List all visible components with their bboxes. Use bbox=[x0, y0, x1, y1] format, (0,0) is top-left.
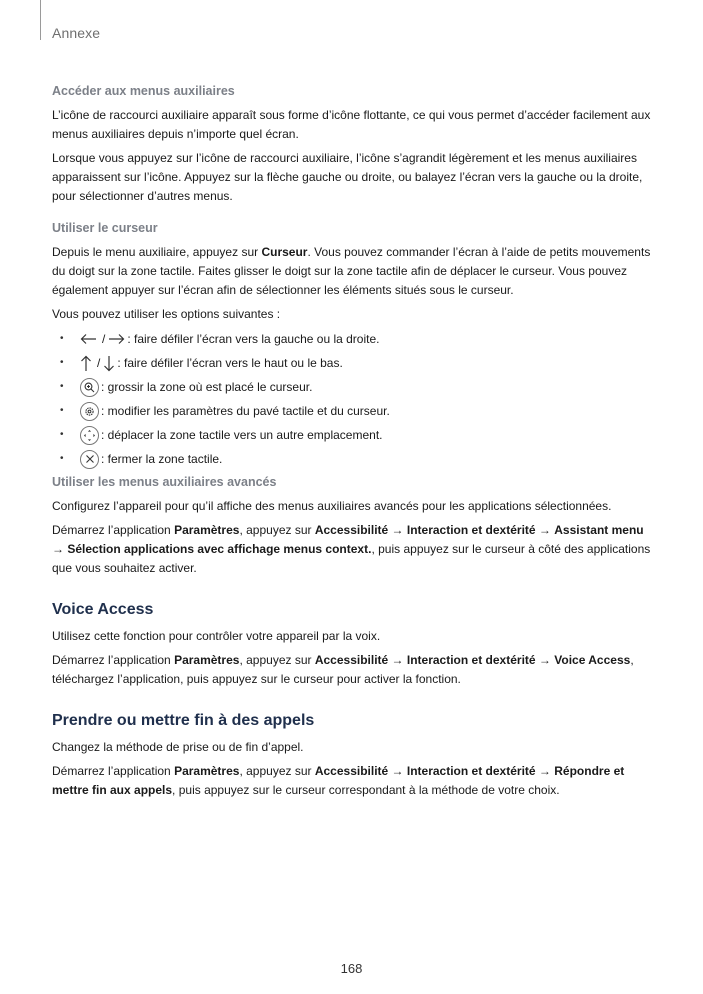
option-text: : faire défiler l’écran vers la gauche ou la droite. bbox=[127, 332, 380, 346]
bullet: • bbox=[60, 357, 64, 368]
cursor-options-list bbox=[52, 329, 652, 469]
list-item bbox=[52, 425, 652, 445]
page-number: 168 bbox=[340, 961, 363, 976]
option-text: : modifier les paramètres du pavé tactile et du curseur. bbox=[101, 404, 390, 418]
running-header: Annexe bbox=[52, 25, 101, 41]
subheading-advanced-menus: Utiliser les menus auxiliaires avancés bbox=[52, 475, 277, 489]
section-title-calls: Prendre ou mettre fin à des appels bbox=[52, 712, 315, 729]
option-text: : fermer la zone tactile. bbox=[101, 452, 223, 466]
margin-rule bbox=[40, 0, 41, 40]
paragraph: Utilisez cette fonction pour contrôler votre appareil par la voix. bbox=[52, 629, 381, 643]
paragraph: Démarrez l’application Paramètres, appuyez sur Accessibilité → Interaction et dextérité → Assistant menu → Sélection applications avec affichage menus context., puis appuyez sur le curseur à côté des applications que vous souhaitez activer. bbox=[52, 523, 651, 575]
paragraph: Changez la méthode de prise ou de fin d’appel. bbox=[52, 740, 304, 754]
zoom-icon bbox=[80, 378, 99, 397]
bullet: • bbox=[60, 405, 64, 416]
option-text: : déplacer la zone tactile vers un autre emplacement. bbox=[101, 428, 383, 442]
list-item bbox=[52, 329, 652, 349]
gear-icon bbox=[80, 402, 99, 421]
paragraph: Démarrez l’application Paramètres, appuyez sur Accessibilité → Interaction et dextérité → Voice Access, téléchargez l’application, puis appuyez sur le curseur pour activer la fonction. bbox=[52, 653, 634, 686]
section-title-voice-access: Voice Access bbox=[52, 601, 154, 618]
paragraph: Lorsque vous appuyez sur l’icône de raccourci auxiliaire, l’icône s’agrandit légèrement et les menus auxiliaires apparaissent sur l’icône. Appuyez sur la flèche gauche ou droite, ou balayez l’écran vers la gauche ou la droite, pour sélectionner d’autres menus. bbox=[52, 151, 643, 203]
option-text: : faire défiler l’écran vers le haut ou le bas. bbox=[117, 356, 343, 370]
option-text: : grossir la zone où est placé le curseur. bbox=[101, 380, 313, 394]
bullet: • bbox=[60, 453, 64, 464]
paragraph: Depuis le menu auxiliaire, appuyez sur Curseur. Vous pouvez commander l’écran à l’aide de petits mouvements du doigt sur la zone tactile. Faites glisser le doigt sur la zone tactile afin de déplacer le curseur. Vous pouvez également appuyer sur l’écran afin de sélectionner les éléments situés sous le curseur. bbox=[52, 245, 651, 297]
page-content bbox=[52, 84, 652, 805]
list-item bbox=[52, 377, 652, 397]
bullet: • bbox=[60, 333, 64, 344]
paragraph: Configurez l’appareil pour qu’il affiche des menus auxiliaires avancés pour les applications sélectionnées. bbox=[52, 499, 612, 513]
close-icon bbox=[80, 450, 99, 469]
list-item bbox=[52, 353, 652, 373]
subheading-auxiliary-menus: Accéder aux menus auxiliaires bbox=[52, 84, 235, 98]
paragraph: Démarrez l’application Paramètres, appuyez sur Accessibilité → Interaction et dextérité → Répondre et mettre fin aux appels, puis appuyez sur le curseur correspondant à la méthode de votre choix. bbox=[52, 764, 625, 797]
subheading-cursor: Utiliser le curseur bbox=[52, 221, 158, 235]
move-icon bbox=[80, 426, 99, 445]
arrow-right-icon bbox=[108, 333, 125, 345]
arrow-up-icon bbox=[80, 355, 92, 372]
list-item bbox=[52, 401, 652, 421]
arrow-left-icon bbox=[80, 333, 97, 345]
list-item bbox=[52, 449, 652, 469]
bullet: • bbox=[60, 381, 64, 392]
paragraph: L’icône de raccourci auxiliaire apparaît sous forme d’icône flottante, ce qui vous permet d’accéder facilement aux menus auxiliaires depuis n’importe quel écran. bbox=[52, 108, 651, 141]
paragraph: Vous pouvez utiliser les options suivantes : bbox=[52, 307, 281, 321]
slash-separator: / bbox=[97, 356, 101, 370]
slash-separator: / bbox=[102, 332, 106, 346]
bullet: • bbox=[60, 429, 64, 440]
arrow-down-icon bbox=[103, 355, 115, 372]
